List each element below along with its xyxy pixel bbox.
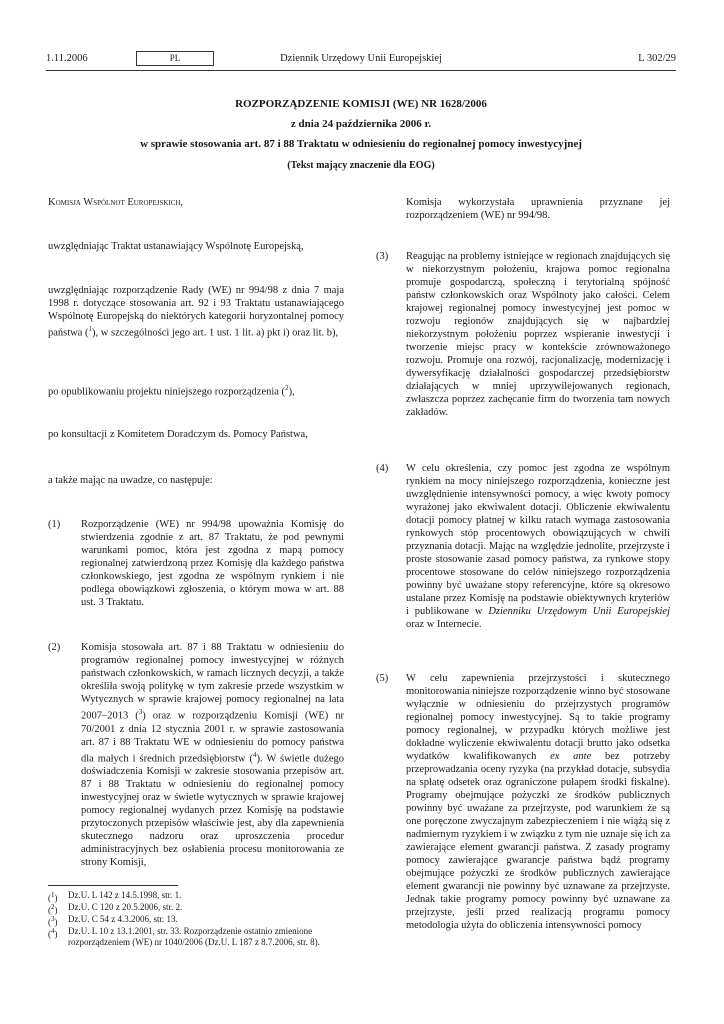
recital-number: (5) bbox=[376, 673, 389, 684]
language-badge: PL bbox=[136, 51, 214, 66]
recital-number: (3) bbox=[376, 251, 389, 262]
recital-number: (2) bbox=[48, 642, 61, 653]
recital-text: W celu określenia, czy pomoc jest zgodna ze wspólnym rynkiem na mocy niniejszego rozporządzenia, konieczne jest uwzględnienie intensywności pomocy, a więc kwoty pomocy wyrażonej jako ekwiwalent dotacji. Obliczenie ekwiwalentu dotacji pomocy płatnej w kilku ratach wymaga zastosowania rynkowych stóp procentowych obowiązujących w chwili przyznania dotacji. Mając na względzie jednolite, przejrzyste i proste stosowanie zasad pomocy państwa, za rynkowe stopy procentowe stosowane do celów niniejszego rozporządzenia powinny być uważane stopy referencyjne, które są okresowo ustalane przez Komisję na podstawie obiektywnych kryteriów i publikowane w Dzienniku Urzędowym Unii Europejskiej oraz w Internecie. bbox=[406, 463, 670, 630]
recital-number: (1) bbox=[48, 519, 61, 530]
issuing-body: Komisja Wspólnot Europejskich, bbox=[48, 197, 184, 208]
page-number: L 302/29 bbox=[638, 53, 676, 64]
citation-treaty: uwzględniając Traktat ustanawiający Wspólnotę Europejską, bbox=[48, 241, 304, 252]
footnote-2: ($^2$) Dz.U. C 120 z 20.5.2006, str. 2. bbox=[48, 902, 183, 915]
footnote-divider bbox=[48, 885, 178, 886]
recital-3 bbox=[376, 250, 670, 419]
footnote-1: ($^1$) Dz.U. L 142 z 14.5.1998, str. 1. bbox=[48, 890, 182, 903]
citation-consultation: po konsultacji z Komitetem Doradczym ds. Pomocy Państwa, bbox=[48, 429, 308, 440]
header-divider bbox=[46, 70, 676, 71]
recital-text: Komisja stosowała art. 87 i 88 Traktatu w odniesieniu do programów regionalnej pomocy inwestycyjnej w różnych państwach członkowskich, w ramach licznych decyzji, a także określiła swoją politykę w tym zakresie przede wszystkim w Wytycznych w sprawie krajowej pomocy regionalnej na lata 2007–2013 ($^3$) oraz w rozporządzeniu Komisji (WE) nr 70/2001 z dnia 12 stycznia 2001 r. w sprawie zastosowania art. 87 i 88 Traktatu WE w odniesieniu do pomocy państwa dla małych i średnich przedsiębiorstw ($^4$). W świetle dużego doświadczenia Komisji w zakresie stosowania przepisów art. 87 i 88 Traktatu w odniesieniu do regionalnej pomocy inwestycyjnej oraz w świetle wytycznych w sprawie krajowej pomocy regionalnej wydanych przez Komisję na podstawie przytoczonych przepisów właściwie jest, aby dla zapewnienia skutecznego nadzoru oraz uproszczenia procedur administracyjnych bez osłabienia procesu monitorowania ze strony Komisji, bbox=[81, 642, 344, 868]
regulation-date: z dnia 24 października 2006 r. bbox=[290, 118, 432, 130]
right-column bbox=[376, 196, 671, 931]
footnote-4: ($^4$) Dz.U. L 10 z 13.1.2001, str. 33. Rozporządzenie ostatnio zmienione rozporządzeniem (WE) nr 1040/2006 (Dz.U. L 187 z 8.7.2006, str. 8). bbox=[48, 926, 320, 947]
regulation-subject: w sprawie stosowania art. 87 i 88 Traktatu w odniesieniu do regionalnej pomocy inwestycyjnej bbox=[140, 138, 582, 150]
page-header bbox=[46, 53, 676, 69]
recital-4 bbox=[376, 462, 670, 631]
recital-text: Rozporządzenie (WE) nr 994/98 upoważnia Komisję do stwierdzenia zgodnie z art. 87 Traktatu, że pod pewnymi warunkami pomoc, która jest zgodna z mapą pomocy regionalnej zatwierdzoną przez Komisję dla każdego państwa członkowskiego, jest zgodna ze wspólnym rynkiem i nie podlega obowiązkowi zgłoszenia, o którym mowa w art. 88 ust. 3 Traktatu. bbox=[81, 519, 344, 608]
recital-text: Reagując na problemy istniejące w regionach znajdujących się w niekorzystnym położeniu, krajowa pomoc regionalna promuje gospodarczą, społeczną i terytorialną spójność państw członkowskich oraz Wspólnoty jako całości. Celem krajowej regionalnej pomocy inwestycyjnej jest pomoc w rozwoju regionów znajdujących się w najbardziej niekorzystnym położeniu poprzez wspieranie inwestycji i tworzenie miejsc pracy w kontekście zrównoważonego rozwoju. Promuje ona rozwój, racjonalizację, modernizację i dywersyfikację działalności gospodarczej przedsiębiorstw działających w mniej uprzywilejowanych regionach, zwłaszcza poprzez zachęcanie firm do tworzenia tam nowych zakładów. bbox=[406, 251, 670, 418]
whereas-intro: a także mając na uwadze, co następuje: bbox=[48, 475, 213, 486]
recital-2-continuation: Komisja wykorzystała uprawnienia przyznane jej rozporządzeniem (WE) nr 994/98. bbox=[406, 197, 670, 221]
footnote-3: ($^3$) Dz.U. C 54 z 4.3.2006, str. 13. bbox=[48, 914, 178, 927]
recital-text: W celu zapewnienia przejrzystości i skutecznego monitorowania niniejsze rozporządzenie winno być stosowane wyłącznie w odniesieniu do przejrzystych programów regionalnej pomocy inwestycyjnej. Są to takie programy pomocy regionalnej, w przypadku których możliwe jest dokładne wyliczenie ekwiwalentu dotacji brutto jako odsetka wydatków kwalifikowanych ex ante bez potrzeby przeprowadzania oceny ryzyka (na przykład dotacje, subsydia na spłatę odsetek oraz ograniczone pułapem środki fiskalne). Programy obejmujące pożyczki ze środków publicznych powinny być uważane za przejrzyste, pod warunkiem że są one poręczone zwyczajnym zabezpieczeniem i nie wiążą się z nadmiernym ryzykiem i w związku z tym nie uznaje się ich za zawierające element gwarancji państwa. Z zasady programy pomocy zawierające gwarancje państwa bądź programy obejmujące pożyczki ze środków publicznych zawierające element gwarancji nie powinny być uznawane za przejrzyste. Jednak takie programy pomocy powinny być uznawane za przejrzyste, jeśli przed realizacją programu pomocy metodologia użyta do obliczenia intensywności pomocy bbox=[406, 673, 671, 931]
recital-2 bbox=[48, 641, 344, 869]
recital-5 bbox=[376, 672, 670, 932]
eea-relevance: (Tekst mający znaczenie dla EOG) bbox=[287, 160, 435, 171]
journal-name: Dziennik Urzędowy Unii Europejskiej bbox=[280, 53, 442, 64]
regulation-title: ROZPORZĄDZENIE KOMISJI (WE) NR 1628/2006 bbox=[235, 98, 487, 110]
citation-regulation: uwzględniając rozporządzenie Rady (WE) nr 994/98 z dnia 7 maja 1998 r. dotyczące stosowania art. 92 i 93 Traktatu ustanawiającego Wspólnotę Europejską do niektórych kategorii horyzontalnej pomocy państwa ($^1$), w szczególności jego art. 1 ust. 1 lit. a) pkt i) oraz lit. b), bbox=[48, 285, 344, 339]
recital-1 bbox=[48, 518, 344, 609]
publication-date: 1.11.2006 bbox=[46, 53, 88, 64]
recital-number: (4) bbox=[376, 463, 389, 474]
citation-publication: po opublikowaniu projektu niniejszego rozporządzenia ($^2$), bbox=[48, 384, 295, 398]
